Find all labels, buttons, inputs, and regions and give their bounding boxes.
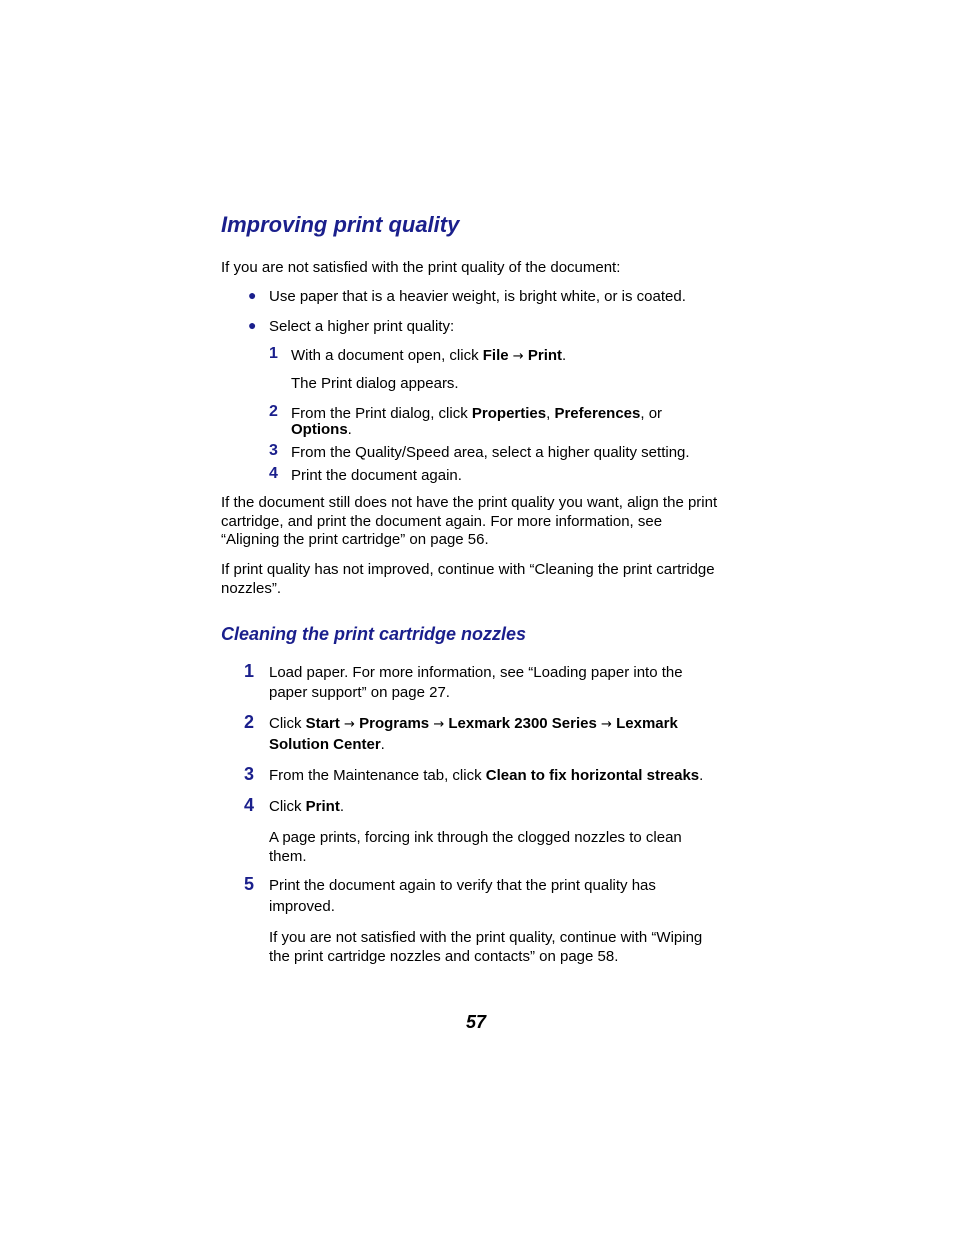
sub-step-text: From the Print dialog, click Properties, Preferences, or	[291, 405, 663, 422]
step-text: paper support” on page 27.	[269, 684, 450, 701]
step-number: 3	[244, 764, 255, 784]
step-number: 2	[244, 712, 255, 732]
sub-step-text: With a document open, click File → Print.	[291, 347, 567, 364]
paragraph-line: cartridge, and print the document again. For more information, see	[221, 513, 663, 530]
paragraph-line: If print quality has not improved, continue with “Cleaning the print cartridge	[221, 561, 715, 578]
step-number: 1	[244, 661, 255, 681]
sub-step-text-cont: Options.	[291, 421, 352, 438]
step-text: Click Print.	[269, 798, 345, 815]
step-note: A page prints, forcing ink through the clogged nozzles to clean	[269, 829, 682, 846]
step-number: 4	[244, 795, 255, 815]
bullet-icon: ●	[248, 287, 257, 303]
sub-step-note: The Print dialog appears.	[291, 375, 459, 392]
step-note: them.	[269, 848, 307, 865]
step-text: Load paper. For more information, see “Loading paper into the	[269, 664, 683, 681]
step-text-cont: Solution Center.	[269, 736, 385, 753]
page-number: 57	[466, 1012, 487, 1032]
step-text: Print the document again to verify that the print quality has	[269, 877, 656, 894]
step-text: Click Start → Programs → Lexmark 2300 Series → Lexmark	[269, 715, 678, 732]
paragraph-line: “Aligning the print cartridge” on page 56.	[221, 531, 489, 548]
sub-step-text: Print the document again.	[291, 467, 462, 484]
paragraph-line: If the document still does not have the print quality you want, align the print	[221, 494, 718, 511]
arrow-right-icon: →	[433, 717, 445, 732]
step-number: 4	[269, 465, 278, 482]
page-title: Improving print quality	[221, 212, 460, 237]
bullet-item: Use paper that is a heavier weight, is bright white, or is coated.	[269, 288, 686, 305]
section-title: Cleaning the print cartridge nozzles	[221, 624, 527, 644]
step-note: If you are not satisfied with the print quality, continue with “Wiping	[269, 929, 703, 946]
step-note: the print cartridge nozzles and contacts” on page 58.	[269, 948, 619, 965]
arrow-right-icon: →	[344, 717, 355, 732]
arrow-right-icon: →	[512, 349, 524, 364]
step-number: 3	[269, 442, 278, 459]
step-number: 5	[244, 874, 255, 894]
arrow-right-icon: →	[601, 717, 612, 732]
bullet-icon: ●	[248, 317, 257, 333]
step-text: improved.	[269, 898, 335, 915]
paragraph-line: nozzles”.	[221, 580, 282, 597]
step-number: 2	[269, 403, 278, 420]
sub-step-text: From the Quality/Speed area, select a higher quality setting.	[291, 444, 690, 461]
step-text: From the Maintenance tab, click Clean to fix horizontal streaks.	[269, 767, 704, 784]
step-number: 1	[269, 345, 278, 362]
bullet-item: Select a higher print quality:	[269, 318, 455, 335]
intro-text: If you are not satisfied with the print quality of the document:	[221, 259, 621, 276]
